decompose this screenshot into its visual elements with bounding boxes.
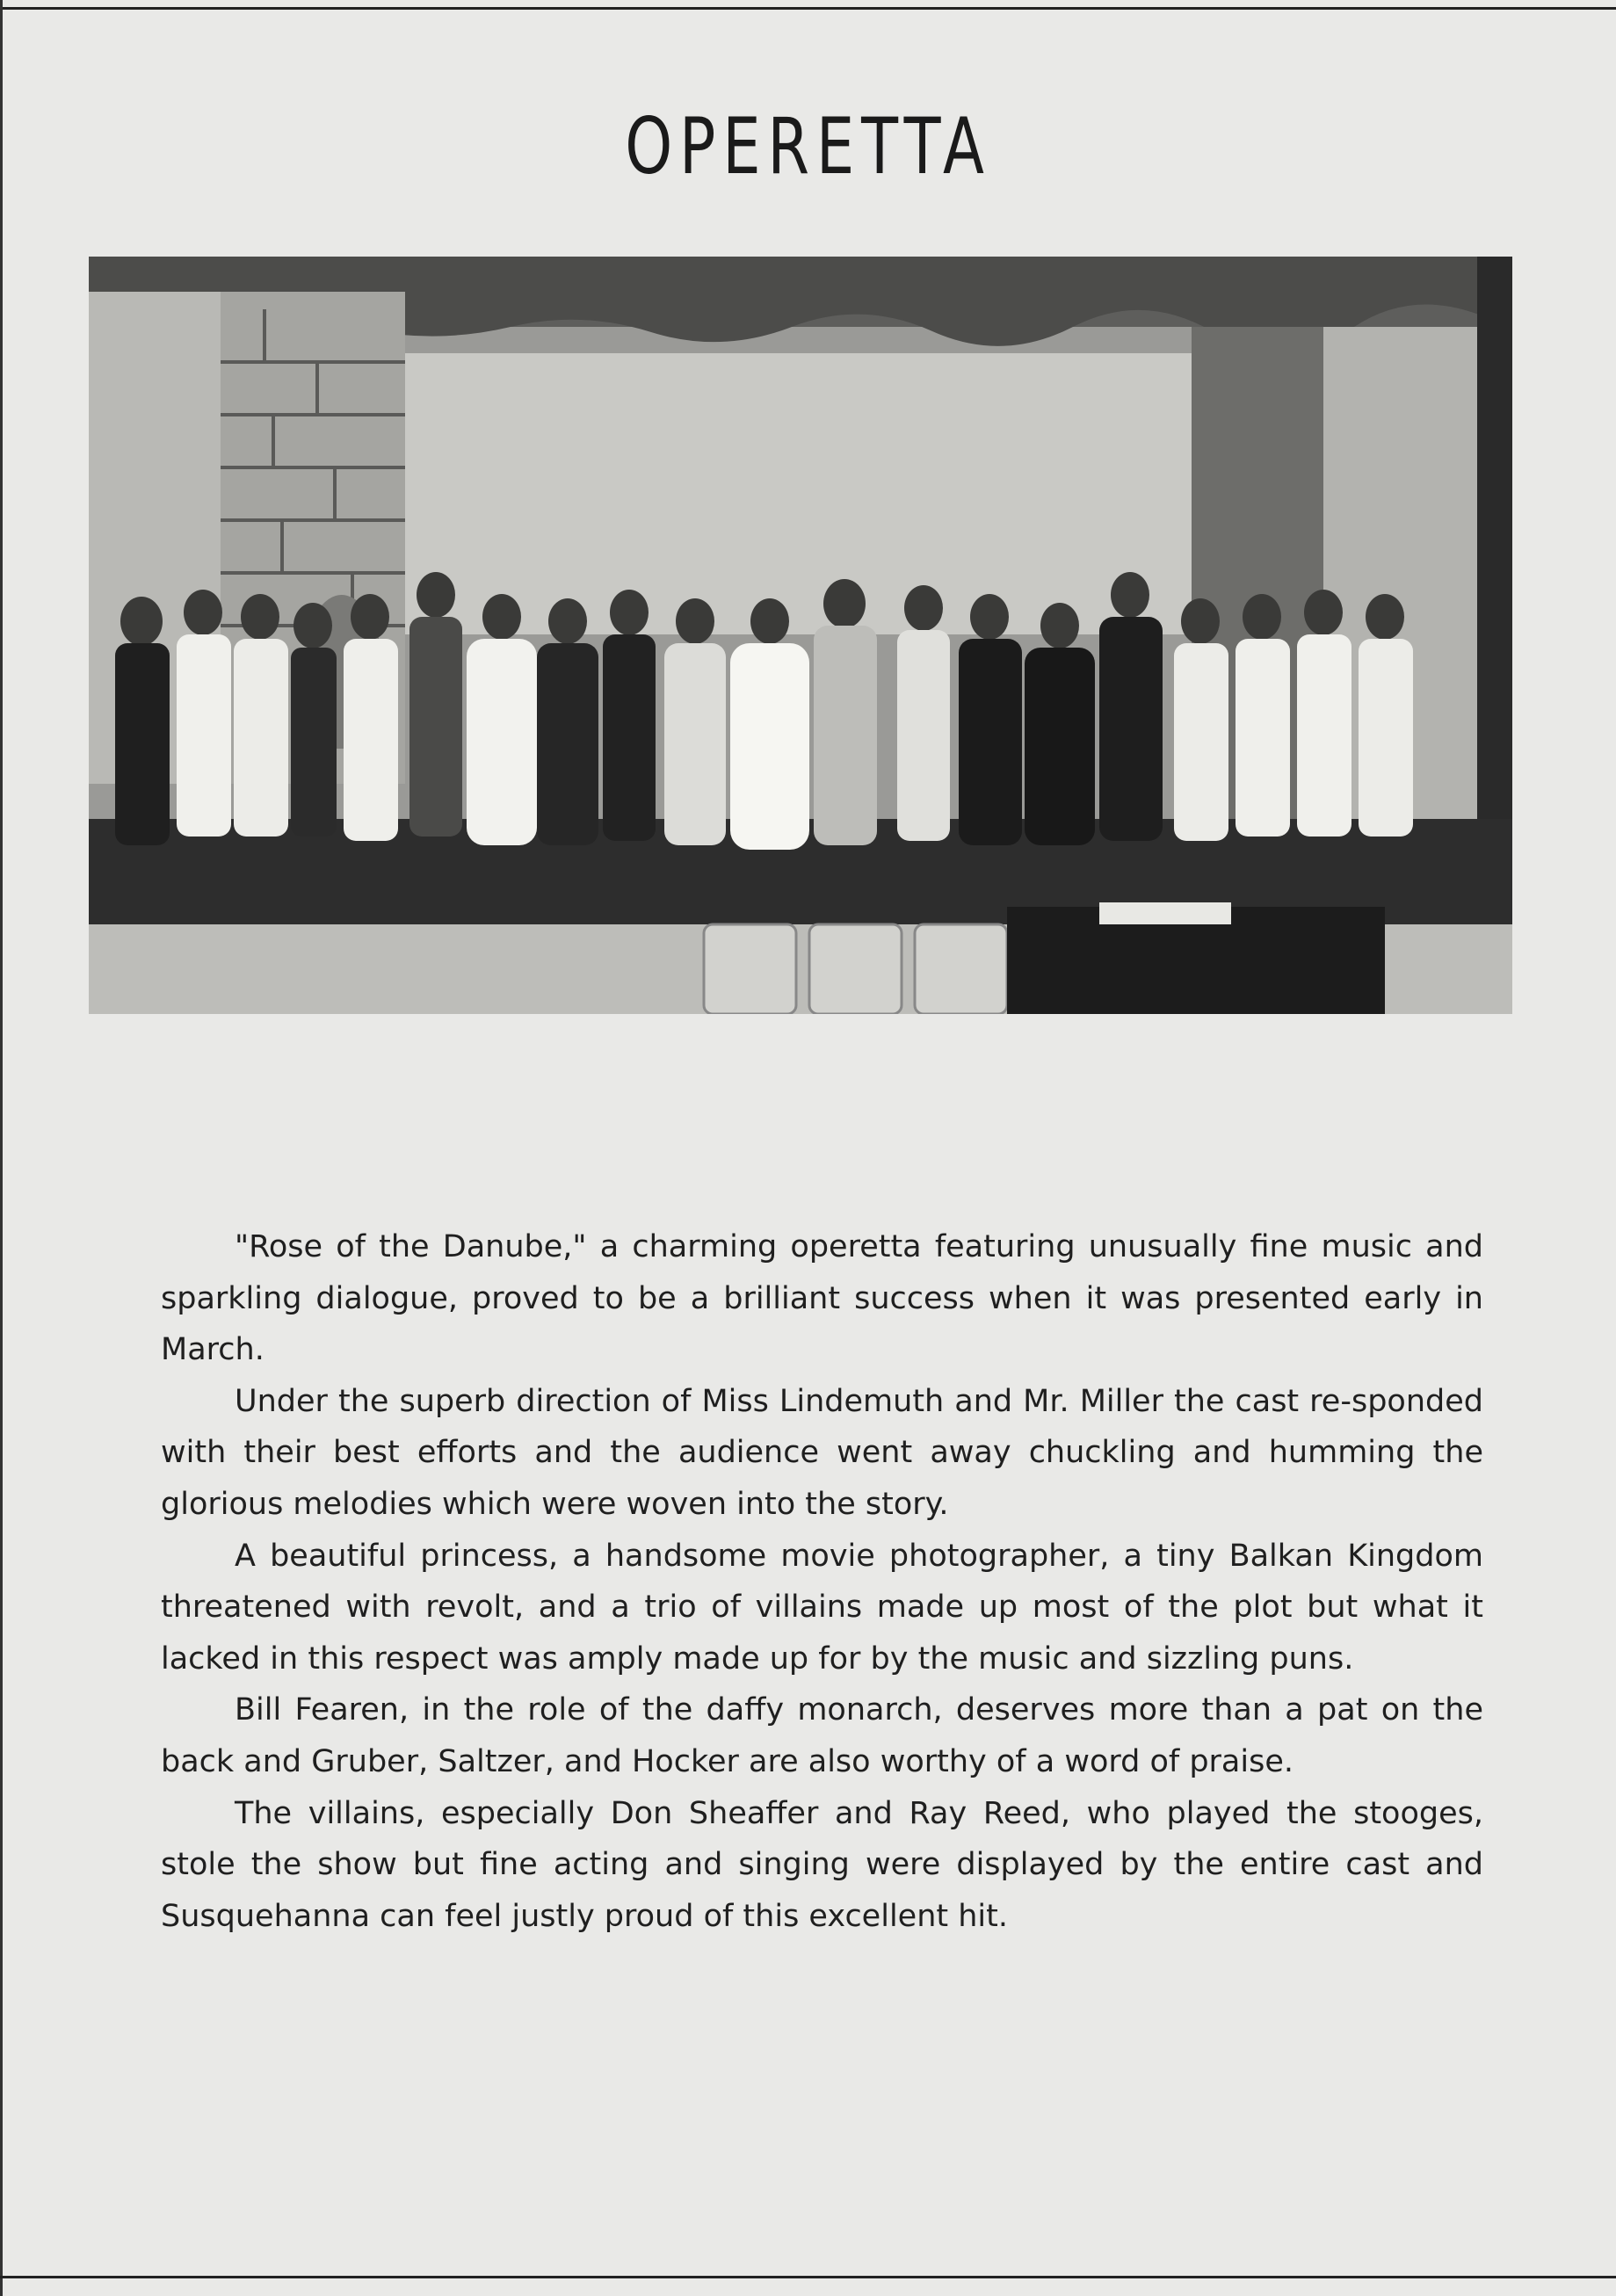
page-border-left [0, 0, 3, 2296]
page-border-bottom [0, 2276, 1616, 2278]
article-paragraph-2: Under the superb direction of Miss Lindemuth and Mr. Miller the cast re-sponded with their best efforts and the audience went away chuckling and humming the glorious melodies which were woven into the story. [161, 1383, 1483, 1522]
cast-photograph [89, 257, 1512, 1014]
article-paragraph-4: Bill Fearen, in the role of the daffy monarch, deserves more than a pat on the back and Gruber, Saltzer, and Hocker are also worthy of a word of praise. [161, 1692, 1483, 1779]
page-title: OPERETTA [625, 101, 991, 192]
page-border-top [0, 7, 1616, 10]
article-paragraph-1: "Rose of the Danube," a charming operetta featuring unusually fine music and sparkling dialogue, proved to be a brilliant success when it was presented early in March. [161, 1229, 1483, 1368]
article-paragraph-5: The villains, especially Don Sheaffer and Ray Reed, who played the stooges, stole the show but fine acting and singing were displayed by the entire cast and Susquehanna can feel justly proud of this excellent hit. [161, 1795, 1483, 1934]
stage-scene [89, 257, 1512, 1014]
article-paragraph-3: A beautiful princess, a handsome movie photographer, a tiny Balkan Kingdom threatened with revolt, and a trio of villains made up most of the plot but what it lacked in this respect was amply made up for by the music and sizzling puns. [161, 1538, 1483, 1677]
article-body [161, 1221, 1483, 1942]
